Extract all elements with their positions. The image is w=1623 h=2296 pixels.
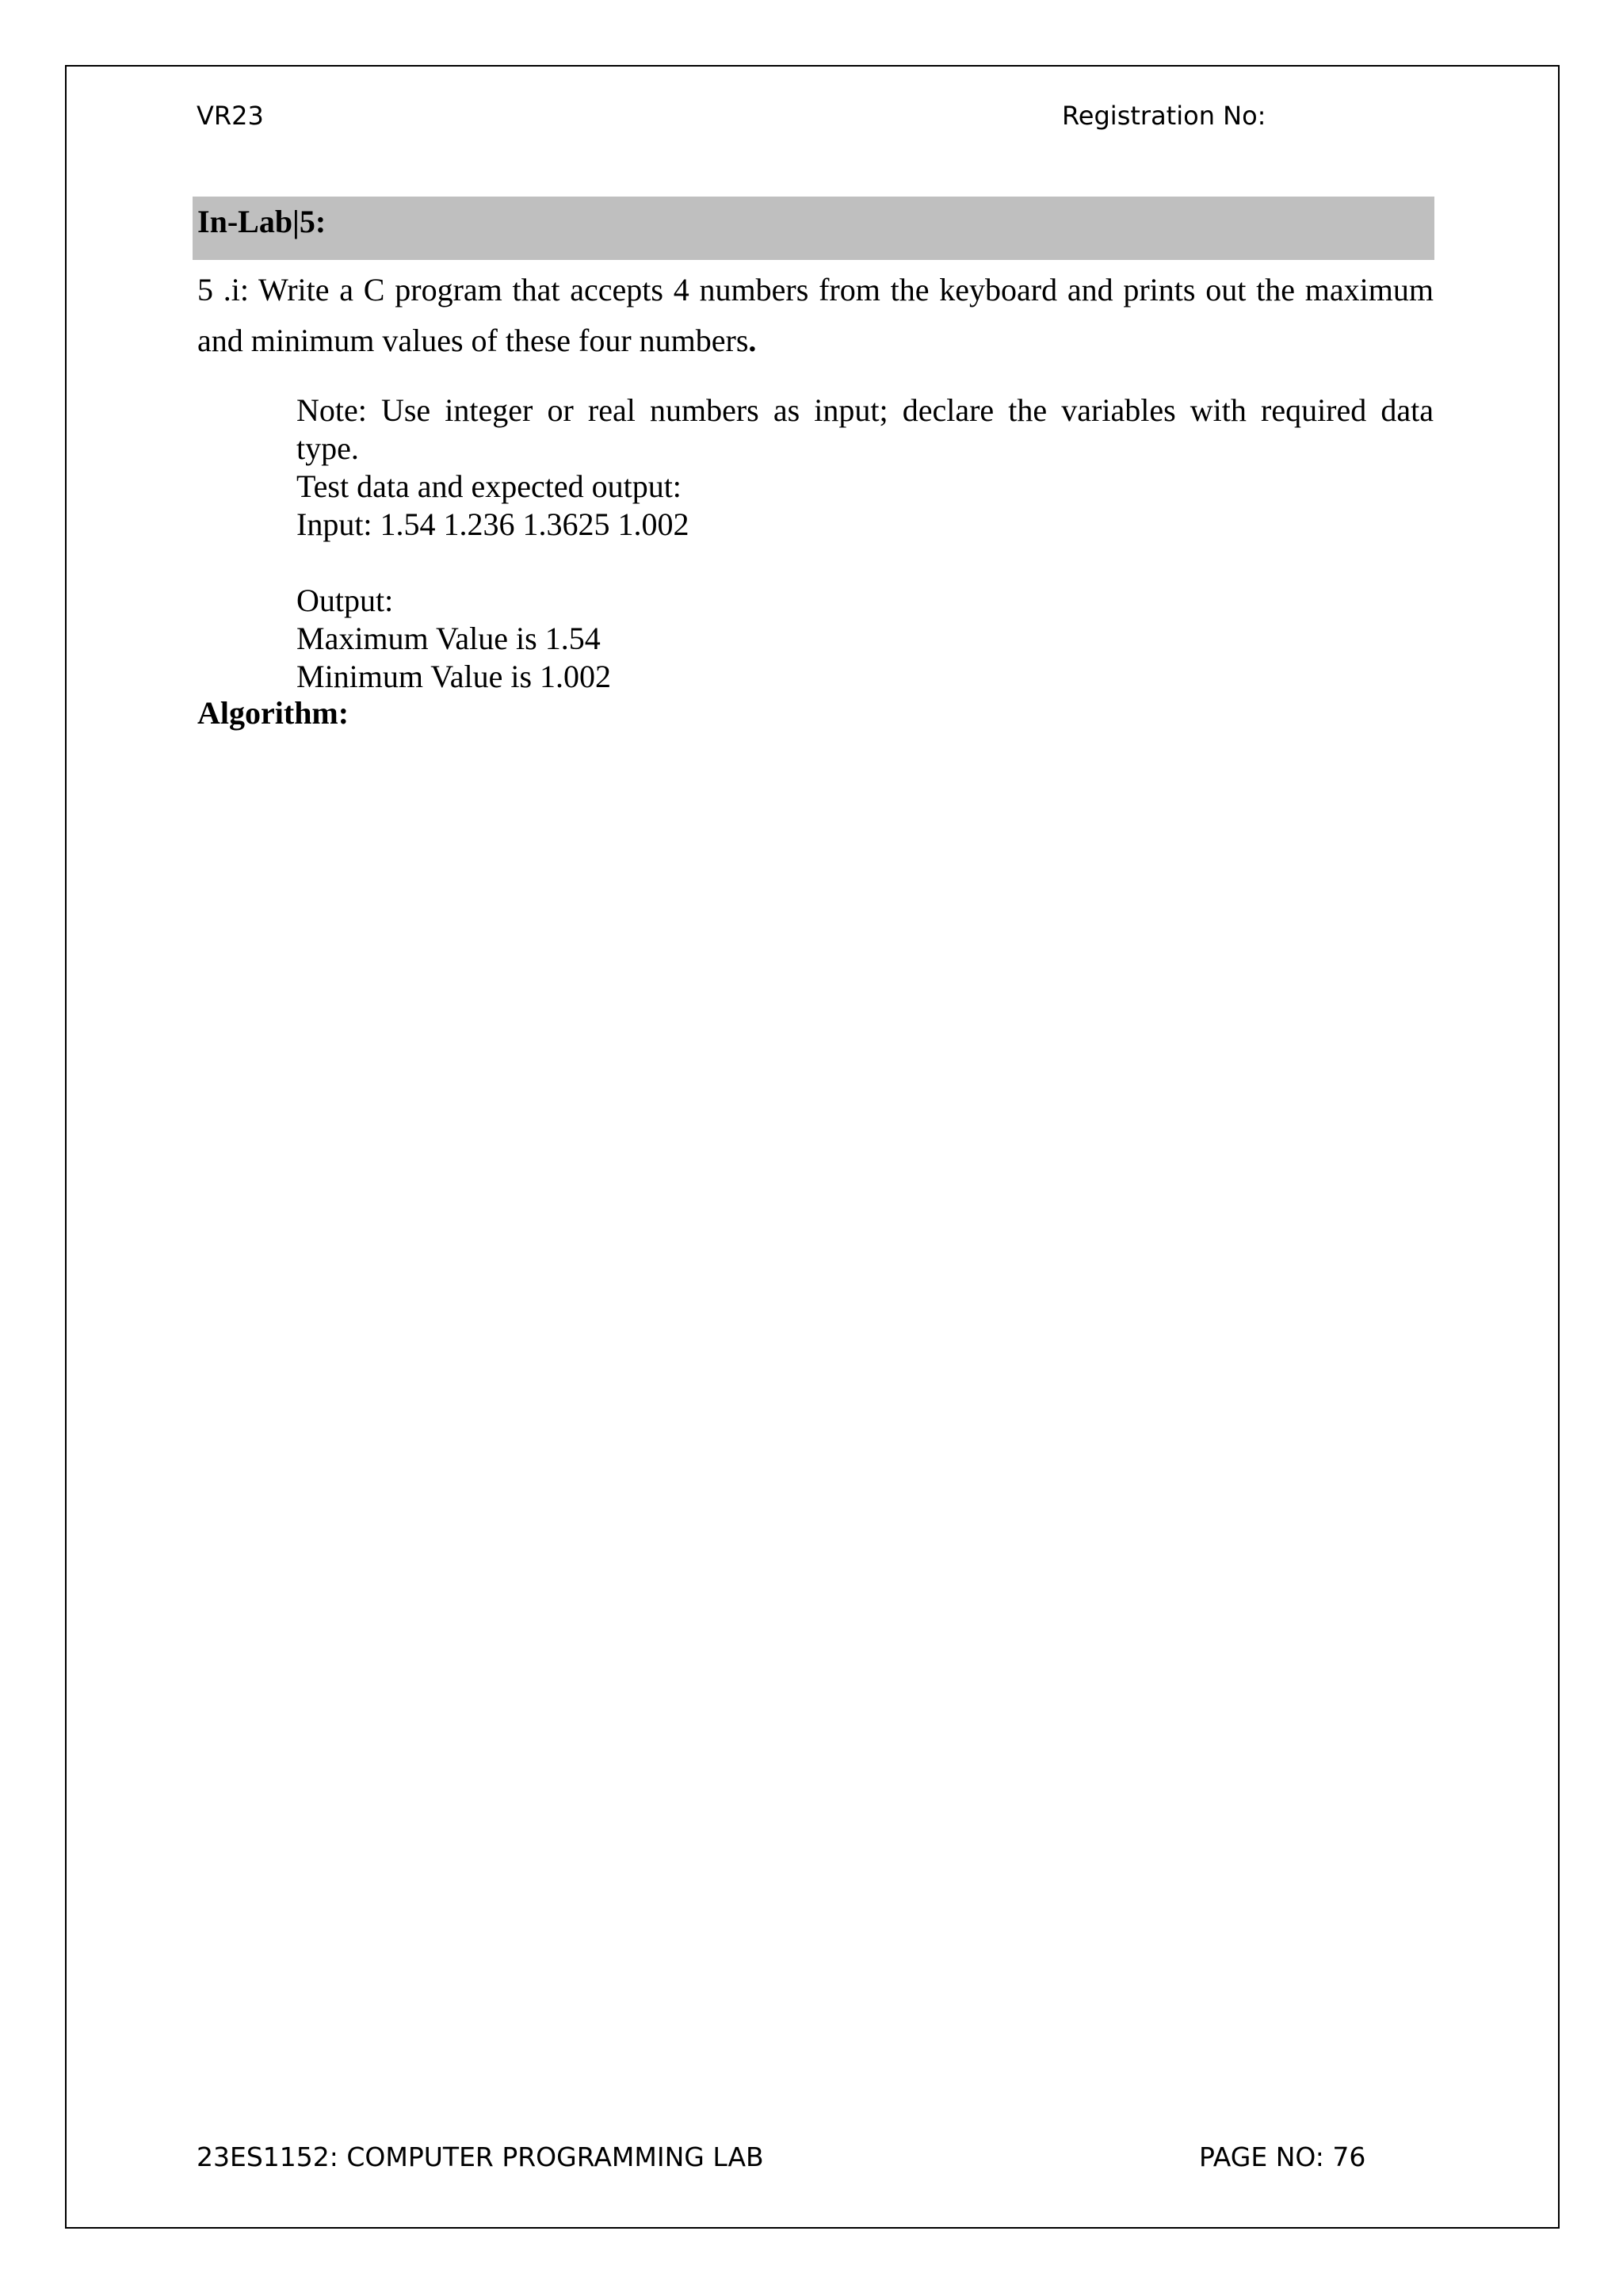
- page-border: [65, 65, 1560, 2229]
- output-min: Minimum Value is 1.002: [296, 659, 612, 694]
- footer-page-number: PAGE NO: 76: [1199, 2141, 1366, 2172]
- question-text: [197, 265, 1434, 366]
- algorithm-heading: Algorithm:: [197, 695, 349, 731]
- section-heading-bar: [193, 197, 1434, 260]
- spacer: [296, 544, 1434, 582]
- registration-label: Registration No:: [1062, 101, 1266, 131]
- footer-course: 23ES1152: COMPUTER PROGRAMMING LAB: [197, 2141, 764, 2172]
- question-body: 5 .i: Write a C program that accepts 4 numbers from the keyboard and prints out the maximum and minimum values of these four numbers: [197, 272, 1434, 358]
- note-line-2: type.: [296, 430, 359, 466]
- note-block: [296, 392, 1434, 696]
- section-title: In-Lab|5:: [197, 204, 327, 239]
- test-data-label: Test data and expected output:: [296, 468, 682, 504]
- header-code: VR23: [197, 101, 264, 131]
- test-input: Input: 1.54 1.236 1.3625 1.002: [296, 506, 689, 542]
- output-label: Output:: [296, 583, 394, 618]
- question-end-mark: .: [748, 323, 757, 358]
- note-line-1: Note: Use integer or real numbers as input; declare the variables with required data: [296, 392, 1434, 428]
- output-max: Maximum Value is 1.54: [296, 621, 601, 656]
